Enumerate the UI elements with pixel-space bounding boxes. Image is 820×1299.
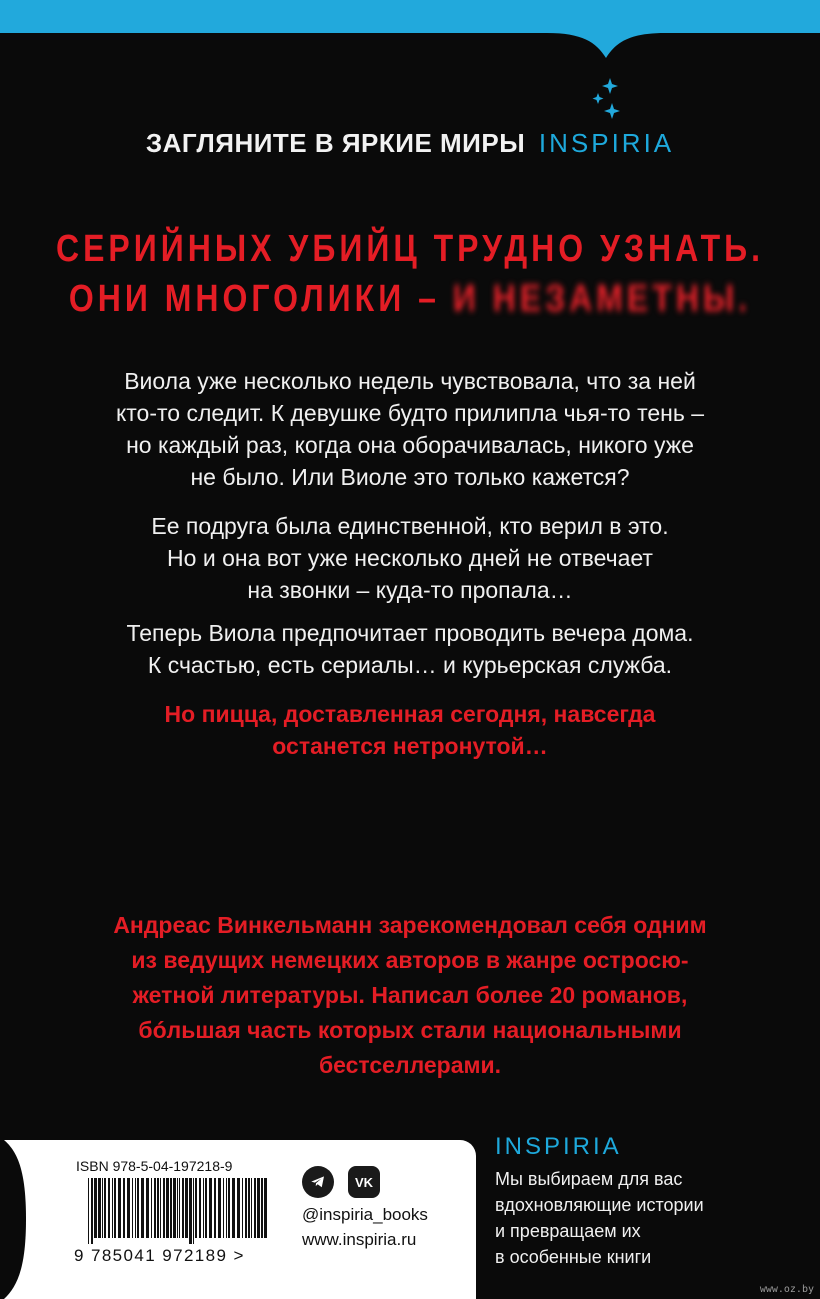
author-bio-line: из ведущих немецких авторов в жанре остросю- xyxy=(131,947,689,973)
headline-line-2 xyxy=(0,277,820,321)
barcode-bar xyxy=(151,1178,152,1238)
barcode-bar xyxy=(214,1178,216,1238)
barcode-bar xyxy=(137,1178,139,1238)
barcode-bar xyxy=(205,1178,207,1238)
publisher-slogan xyxy=(495,1166,704,1270)
blurb-line: на звонки – куда-то пропала… xyxy=(247,577,573,603)
barcode-bar xyxy=(203,1178,204,1238)
slogan-line: и превращаем их xyxy=(495,1221,641,1241)
author-bio-line: бóльшая часть которых стали национальными xyxy=(138,1017,682,1043)
barcode-bar xyxy=(127,1178,130,1238)
headline-line-1: СЕРИЙНЫХ УБИЙЦ ТРУДНО УЗНАТЬ. xyxy=(55,226,765,270)
top-blue-band xyxy=(0,0,820,60)
barcode-bar xyxy=(146,1178,149,1238)
barcode-bar xyxy=(226,1178,227,1238)
vk-icon[interactable]: VK xyxy=(348,1166,380,1198)
author-bio-line: бестселлерами. xyxy=(318,1052,502,1078)
header-tagline xyxy=(0,128,820,159)
blurb-paragraph-1 xyxy=(0,365,820,493)
barcode-bar xyxy=(223,1178,224,1238)
barcode-bar xyxy=(189,1178,192,1244)
slogan-line: в особенные книги xyxy=(495,1247,652,1267)
barcode-bar xyxy=(185,1178,188,1238)
panel-notch xyxy=(0,1140,32,1299)
barcode-bar xyxy=(102,1178,103,1238)
barcode-bar xyxy=(261,1178,263,1238)
barcode-bar xyxy=(182,1178,184,1238)
blurb-line: Ее подруга была единственной, кто верил в это. xyxy=(151,513,669,539)
barcode-bar xyxy=(264,1178,267,1238)
barcode-bar xyxy=(112,1178,113,1238)
barcode-bar xyxy=(91,1178,93,1244)
barcode-bar xyxy=(245,1178,247,1238)
barcode-bar xyxy=(114,1178,116,1238)
barcode-bar xyxy=(232,1178,235,1238)
store-watermark: www.oz.by xyxy=(759,1284,814,1295)
header-prefix: ЗАГЛЯНИТЕ В ЯРКИЕ МИРЫ xyxy=(145,128,526,158)
barcode-bar xyxy=(248,1178,250,1238)
headline-line-2-main: ОНИ МНОГОЛИКИ – xyxy=(68,276,440,320)
blurb-paragraph-3 xyxy=(0,617,820,681)
barcode-bar xyxy=(251,1178,252,1238)
blurb-teaser xyxy=(0,698,820,762)
teaser-line: останется нетронутой… xyxy=(272,733,548,759)
barcode-bar xyxy=(209,1178,212,1238)
barcode-bar xyxy=(242,1178,243,1238)
barcode-bar xyxy=(163,1178,165,1238)
barcode-bar xyxy=(98,1178,101,1238)
author-bio xyxy=(0,908,820,1083)
barcode-bar xyxy=(141,1178,144,1238)
blurb-paragraph-2 xyxy=(0,510,820,606)
telegram-icon[interactable] xyxy=(302,1166,334,1198)
blurb-line: Но и она вот уже несколько дней не отвечает xyxy=(167,545,653,571)
barcode-bar xyxy=(132,1178,133,1238)
barcode-bar xyxy=(94,1178,97,1238)
barcode-bar xyxy=(257,1178,260,1238)
barcode-digits: 9 785041 972189 > xyxy=(74,1246,245,1265)
headline-line-2-blurred: И НЕЗАМЕТНЫ. xyxy=(452,276,752,320)
barcode-image xyxy=(88,1178,268,1244)
blurb-line: кто-то следит. К девушке будто прилипла чья-то тень – xyxy=(115,400,705,426)
barcode-bar xyxy=(193,1178,194,1244)
author-bio-line: Андреас Винкельманн зарекомендовал себя одним xyxy=(113,912,707,938)
barcode-bar xyxy=(157,1178,159,1238)
header-brand: INSPIRIA xyxy=(538,128,675,158)
publisher-brand: INSPIRIA xyxy=(495,1133,622,1160)
blurb-line: Виола уже несколько недель чувствовала, что за ней xyxy=(124,368,696,394)
author-bio-line: жетной литературы. Написал более 20 романов, xyxy=(132,982,688,1008)
barcode-bar xyxy=(228,1178,230,1238)
barcode-bar xyxy=(88,1178,89,1244)
barcode-bar xyxy=(166,1178,169,1238)
slogan-line: Мы выбираем для вас xyxy=(495,1169,683,1189)
barcode-bar xyxy=(123,1178,125,1238)
barcode-bar xyxy=(254,1178,256,1238)
barcode-bar xyxy=(177,1178,178,1238)
barcode-bar xyxy=(179,1178,180,1238)
slogan-line: вдохновляющие истории xyxy=(495,1195,704,1215)
blurb-line: но каждый раз, когда она оборачивалась, никого уже xyxy=(126,432,694,458)
barcode-bar xyxy=(173,1178,176,1238)
barcode-bar xyxy=(195,1178,197,1238)
teaser-line: Но пицца, доставленная сегодня, навсегда xyxy=(164,701,656,727)
barcode-bar xyxy=(118,1178,121,1238)
barcode-bar xyxy=(104,1178,106,1238)
barcode-bar xyxy=(218,1178,221,1238)
blurb-line: Теперь Виола предпочитает проводить вечера дома. xyxy=(126,620,694,646)
barcode-bar xyxy=(160,1178,161,1238)
blurb-line: К счастью, есть сериалы… и курьерская служба. xyxy=(147,652,673,678)
barcode-bar xyxy=(170,1178,172,1238)
barcode-bar xyxy=(154,1178,156,1238)
website-link[interactable]: www.inspiria.ru xyxy=(302,1230,417,1249)
isbn-label: ISBN 978-5-04-197218-9 xyxy=(76,1158,233,1174)
blurb-line: не было. Или Виоле это только кажется? xyxy=(190,464,630,490)
barcode-bar xyxy=(135,1178,136,1238)
social-handle[interactable]: @inspiria_books xyxy=(302,1205,428,1224)
barcode-bar xyxy=(237,1178,240,1238)
barcode-bar xyxy=(199,1178,201,1238)
barcode-bar xyxy=(108,1178,110,1238)
sparkle-stars-icon xyxy=(588,76,628,126)
